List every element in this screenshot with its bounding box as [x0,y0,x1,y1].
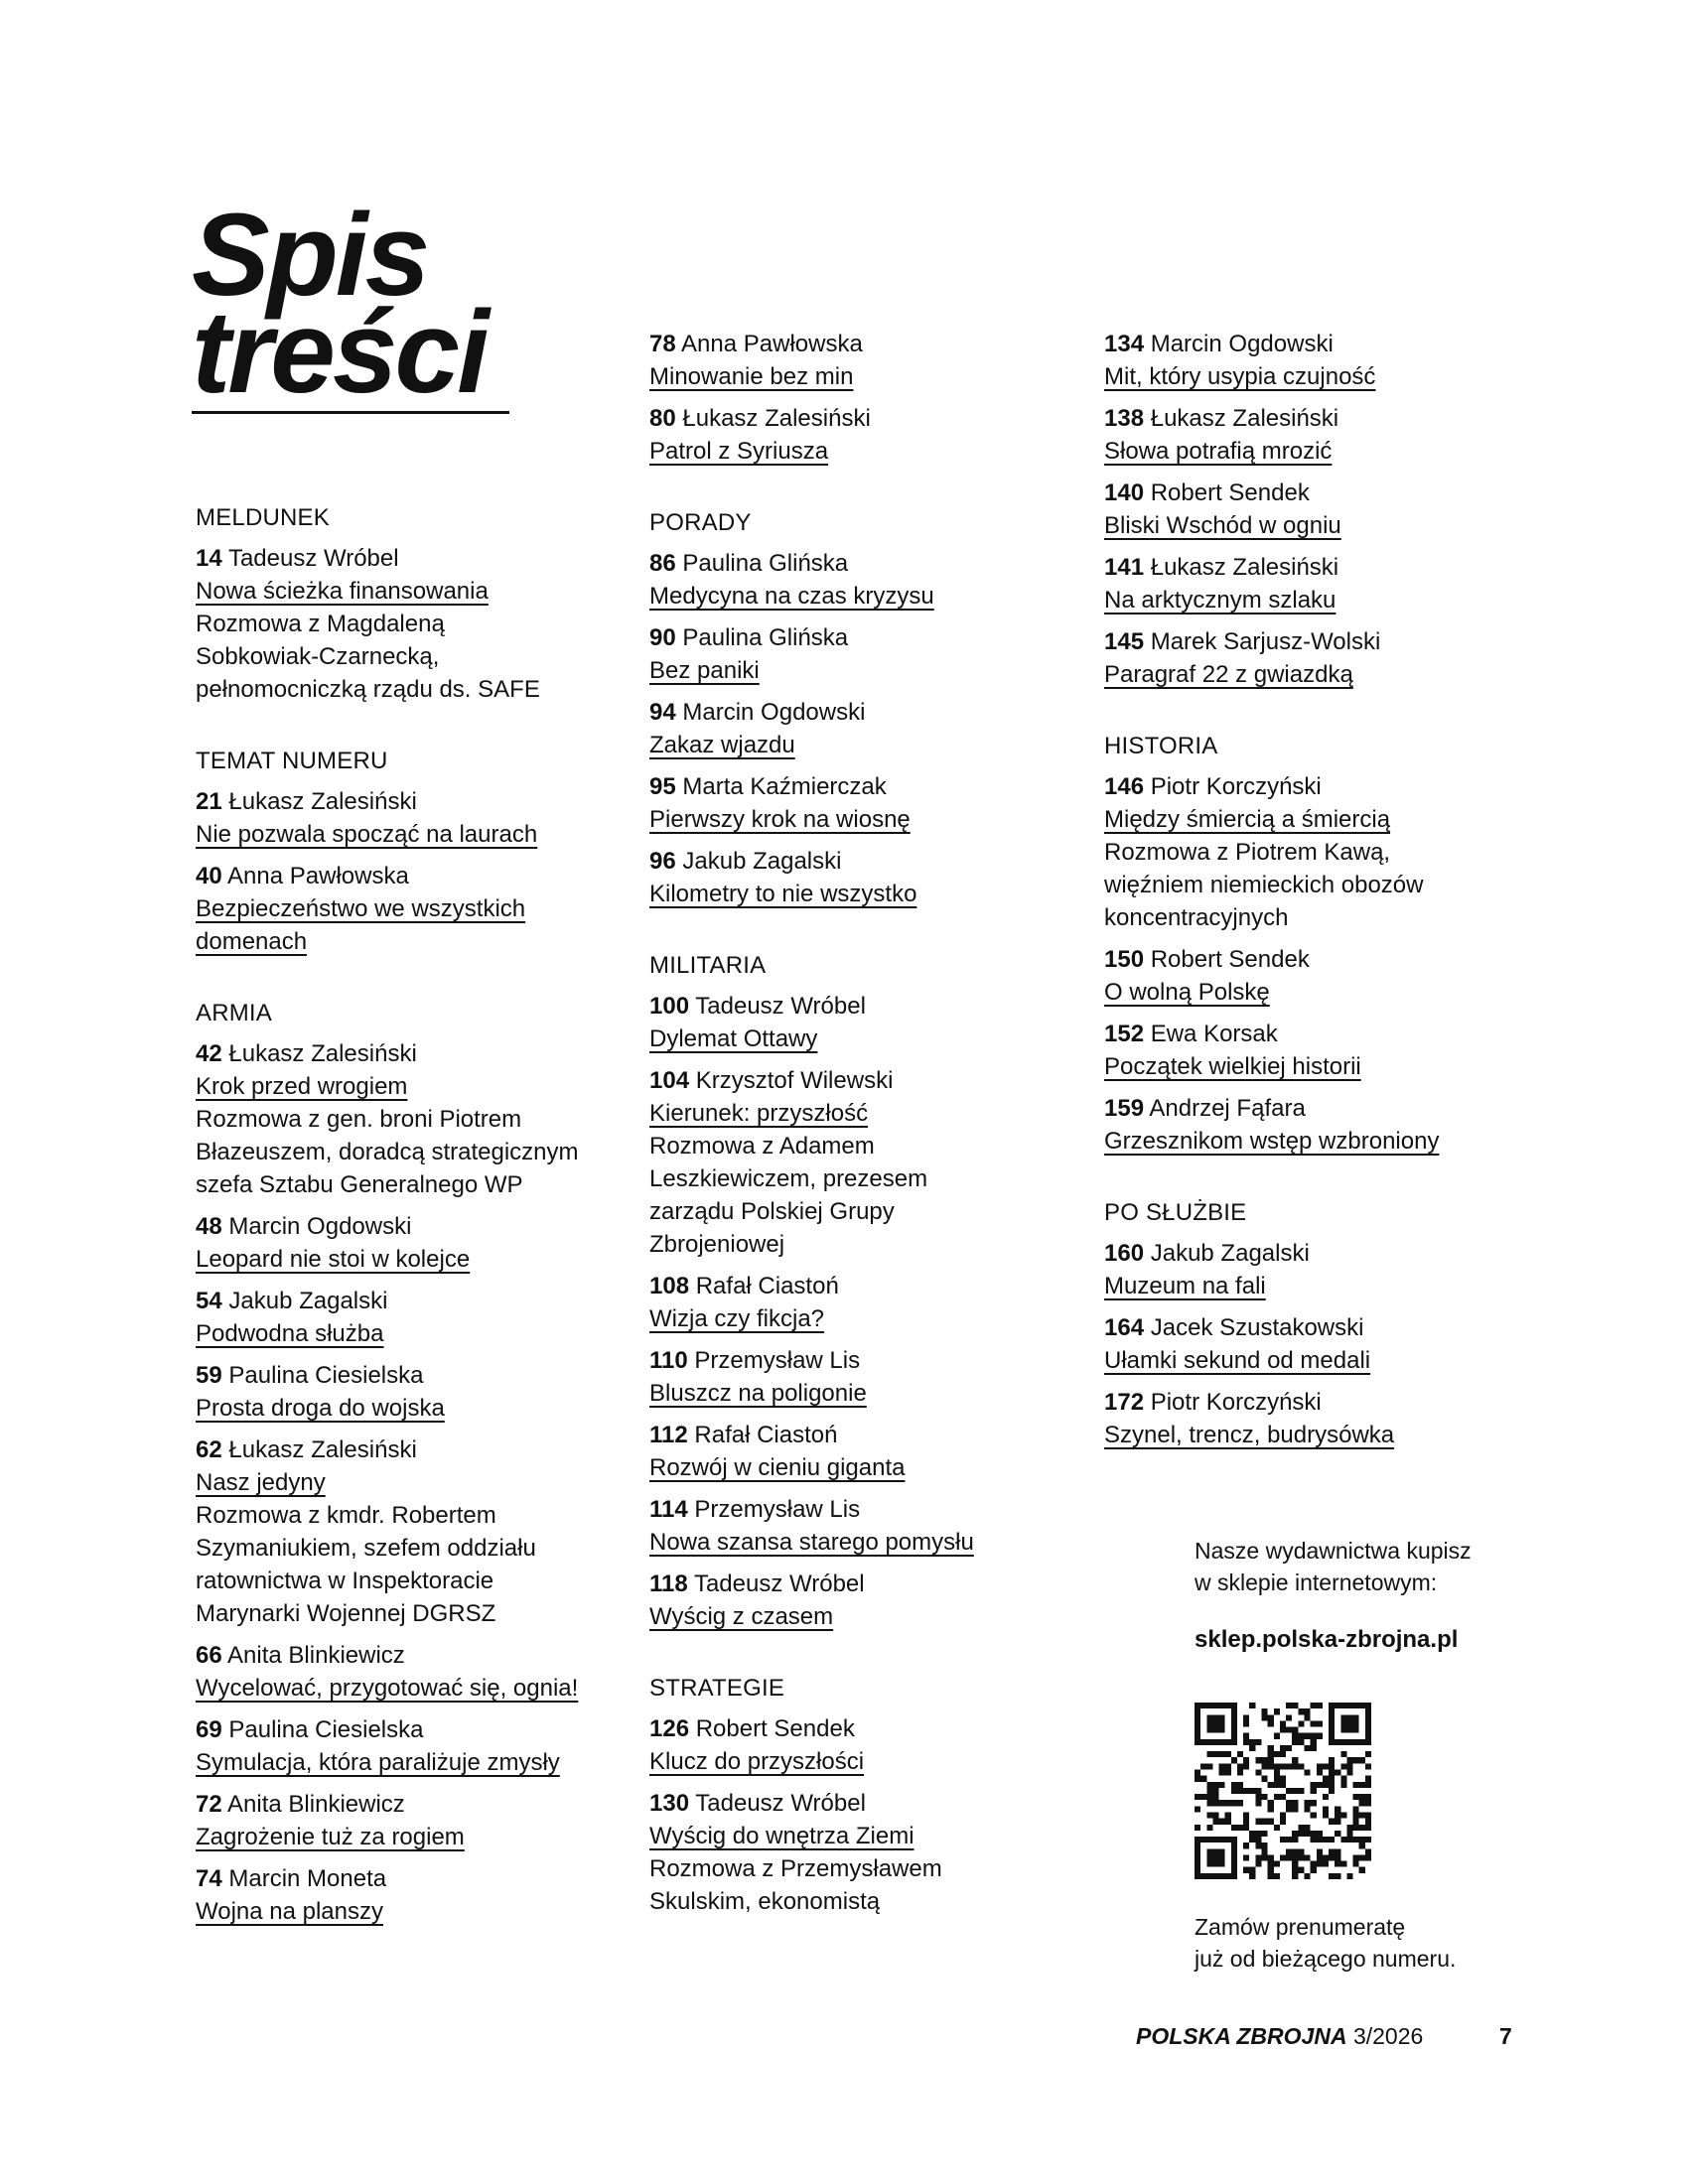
toc-entry [196,1862,593,1928]
title-line-1: Spis [192,190,428,321]
toc-entry [649,770,1047,836]
toc-column-3 [1104,328,1501,1490]
entry-headline-link[interactable]: Zakaz wjazdu [649,732,795,758]
toc-entry [1104,328,1501,393]
toc-section [649,949,1047,1633]
entry-page-number: 66 [196,1642,222,1669]
entry-page-number: 95 [649,773,676,800]
entry-headline-link[interactable]: O wolną Polskę [1104,979,1270,1006]
toc-entry [649,1787,1047,1918]
entry-page-number: 138 [1104,405,1145,432]
entry-page-number: 110 [649,1347,688,1374]
entry-headline-link[interactable]: Rozwój w cieniu giganta [649,1454,906,1481]
toc-entry [649,1712,1047,1778]
entry-headline-link[interactable]: Kilometry to nie wszystko [649,881,917,907]
entry-headline-link[interactable]: Medycyna na czas kryzysu [649,583,934,610]
entry-headline-link[interactable]: Kierunek: przyszłość [649,1100,869,1127]
entry-author: Krzysztof Wilewski [695,1067,894,1094]
toc-entry [1104,1386,1501,1451]
entry-author: Marek Sarjusz-Wolski [1150,628,1381,655]
entry-author: Anita Blinkiewicz [227,1642,405,1669]
entry-author: Paulina Ciesielska [228,1362,424,1389]
entry-author: Jakub Zagalski [228,1288,388,1314]
entry-page-number: 159 [1104,1095,1145,1122]
page-footer [1136,2021,1512,2051]
toc-entry [649,1270,1047,1335]
entry-description: Rozmowa z Adamem Leszkiewiczem, prezesem zarządu Polskiej Grupy Zbrojeniowej [649,1133,928,1258]
entry-headline-link[interactable]: Leopard nie stoi w kolejce [196,1246,471,1273]
entry-headline-link[interactable]: Grzesznikom wstęp wzbroniony [1104,1128,1440,1155]
toc-entry [1104,943,1501,1009]
entry-headline-link[interactable]: Słowa potrafią mrozić [1104,438,1333,465]
entry-author: Piotr Korczyński [1150,1389,1322,1416]
section-title: PORADY [649,509,752,536]
entry-headline-link[interactable]: Paragraf 22 z gwiazdką [1104,661,1353,688]
section-title: STRATEGIE [649,1675,785,1702]
entry-headline-link[interactable]: Pierwszy krok na wiosnę [649,806,911,833]
entry-author: Paulina Ciesielska [228,1716,424,1743]
section-title: MILITARIA [649,952,767,979]
entry-headline-link[interactable]: Bliski Wschód w ogniu [1104,512,1341,539]
toc-section [649,506,1047,910]
entry-page-number: 104 [649,1067,690,1094]
entry-author: Tadeusz Wróbel [695,993,866,1020]
entry-page-number: 145 [1104,628,1145,655]
toc-entry [649,328,1047,393]
entry-page-number: 40 [196,863,222,889]
entry-page-number: 59 [196,1362,222,1389]
entry-author: Anna Pawłowska [227,863,409,889]
entry-headline-link[interactable]: Symulacja, która paraliżuje zmysły [196,1749,560,1776]
entry-author: Robert Sendek [1150,479,1310,506]
toc-entry [649,845,1047,910]
entry-page-number: 164 [1104,1314,1145,1341]
entry-headline-link[interactable]: Dylemat Ottawy [649,1025,818,1052]
toc-entry [649,402,1047,468]
entry-headline-link[interactable]: Nie pozwala spocząć na laurach [196,821,538,848]
entry-page-number: 172 [1104,1389,1145,1416]
entry-description: Rozmowa z kmdr. Robertem Szymaniukiem, szefem oddziału ratownictwa w Inspektoracie Marynarki Wojennej DGRSZ [196,1502,536,1627]
entry-author: Łukasz Zalesiński [1150,554,1339,581]
entry-author: Przemysław Lis [694,1496,861,1523]
toc-section [196,501,593,706]
magazine-name: POLSKA ZBROJNA [1136,2023,1347,2049]
entry-page-number: 62 [196,1436,222,1463]
section-title: TEMAT NUMERU [196,748,388,774]
entry-page-number: 21 [196,788,222,815]
title-line-2: treści [192,287,487,418]
entry-headline-link[interactable]: Klucz do przyszłości [649,1748,865,1775]
entry-page-number: 141 [1104,554,1145,581]
entry-author: Anita Blinkiewicz [227,1791,405,1818]
toc-entry [196,860,593,958]
entry-headline-link[interactable]: Muzeum na fali [1104,1273,1266,1299]
entry-author: Tadeusz Wróbel [695,1790,866,1817]
entry-author: Łukasz Zalesiński [682,405,871,432]
entry-page-number: 134 [1104,331,1145,357]
toc-entry [649,1064,1047,1261]
entry-author: Rafał Ciastoń [694,1422,838,1448]
entry-page-number: 86 [649,550,676,577]
issue-number: 3/2026 [1352,2023,1424,2049]
entry-page-number: 48 [196,1213,222,1240]
entry-description: Rozmowa z Piotrem Kawą, więźniem niemieckich obozów koncentracyjnych [1104,839,1424,931]
toc-entry [196,1433,593,1630]
toc-entry [196,1788,593,1853]
toc-entry [649,1419,1047,1484]
toc-entry [1104,1237,1501,1302]
entry-headline-link[interactable]: Między śmiercią a śmiercią [1104,806,1391,833]
entry-headline-link[interactable]: Wyścig do wnętrza Ziemi [649,1823,914,1849]
entry-author: Paulina Glińska [682,550,849,577]
toc-entry [1104,1311,1501,1377]
entry-author: Łukasz Zalesiński [1150,405,1339,432]
entry-headline-link[interactable]: Ułamki sekund od medali [1104,1347,1371,1374]
entry-headline-link[interactable]: Prosta droga do wojska [196,1395,445,1422]
entry-author: Robert Sendek [1150,946,1310,973]
entry-page-number: 72 [196,1791,222,1818]
entry-headline-link[interactable]: Wojna na planszy [196,1898,383,1925]
entry-page-number: 114 [649,1496,688,1523]
entry-headline-link[interactable]: Początek wielkiej historii [1104,1053,1361,1080]
toc-section [196,745,593,958]
entry-headline-link[interactable]: Podwodna służba [196,1320,384,1347]
shop-promo-text: Nasze wydawnictwa kupisz w sklepie internetowym: [1195,1538,1472,1595]
toc-entry [1104,477,1501,542]
entry-description: Rozmowa z Przemysławem Skulskim, ekonomistą [649,1855,942,1915]
entry-page-number: 150 [1104,946,1145,973]
entry-headline-link[interactable]: Nowa szansa starego pomysłu [649,1529,974,1556]
section-title: HISTORIA [1104,733,1218,759]
entry-author: Marcin Ogdowski [682,699,866,726]
toc-entry [1104,770,1501,934]
shop-link[interactable]: sklep.polska-zbrojna.pl [1195,1626,1459,1653]
entry-page-number: 54 [196,1288,222,1314]
entry-headline-link[interactable]: Szynel, trencz, budrysówka [1104,1422,1395,1448]
entry-description: Rozmowa z gen. broni Piotrem Błazeuszem, doradcą strategicznym szefa Sztabu Generalnego WP [196,1106,579,1198]
entry-page-number: 78 [649,331,676,357]
toc-column-2 [649,328,1047,1957]
toc-entry [196,542,593,706]
entry-headline-link[interactable]: Bez paniki [649,657,760,684]
toc-entry [1104,1092,1501,1158]
toc-entry [1104,551,1501,616]
toc-column-1 [196,501,593,1967]
entry-page-number: 90 [649,624,676,651]
entry-headline-link[interactable]: Krok przed wrogiem [196,1073,408,1100]
entry-page-number: 100 [649,993,690,1020]
toc-section [1104,1196,1501,1451]
entry-page-number: 140 [1104,479,1145,506]
shop-promo [1195,1535,1512,1656]
toc-entry [649,1344,1047,1410]
entry-page-number: 126 [649,1715,690,1742]
entry-author: Paulina Glińska [682,624,849,651]
entry-page-number: 42 [196,1040,222,1067]
section-title: ARMIA [196,1000,273,1026]
qr-code-icon[interactable] [1195,1703,1371,1879]
entry-description: Rozmowa z Magdaleną Sobkowiak-Czarnecką, pełnomocniczką rządu ds. SAFE [196,611,540,703]
toc-section [196,997,593,1928]
entry-author: Robert Sendek [695,1715,855,1742]
entry-headline-link[interactable]: Wyścig z czasem [649,1603,834,1630]
toc-entry [196,1285,593,1350]
entry-author: Jakub Zagalski [1150,1240,1310,1267]
section-title: PO SŁUŻBIE [1104,1199,1247,1226]
entry-author: Marcin Ogdowski [228,1213,412,1240]
toc-entry [649,990,1047,1055]
toc-entry [196,785,593,851]
entry-author: Marcin Ogdowski [1150,331,1334,357]
entry-page-number: 69 [196,1716,222,1743]
entry-headline-link[interactable]: Na arktycznym szlaku [1104,587,1336,614]
entry-headline-link[interactable]: Wizja czy fikcja? [649,1305,825,1332]
page-number: 7 [1499,2023,1512,2049]
entry-author: Łukasz Zalesiński [228,1040,417,1067]
entry-page-number: 108 [649,1273,690,1299]
entry-headline-link[interactable]: Bezpieczeństwo we wszystkich domenach [196,895,526,955]
entry-page-number: 118 [649,1570,688,1597]
toc-entry [649,547,1047,613]
entry-headline-link[interactable]: Patrol z Syriusza [649,438,829,465]
entry-author: Jakub Zagalski [682,848,842,875]
entry-headline-link[interactable]: Zagrożenie tuż za rogiem [196,1824,465,1850]
toc-entry [1104,1018,1501,1083]
entry-headline-link[interactable]: Nasz jedyny [196,1469,326,1496]
page-title [192,190,509,418]
toc-entry [196,1359,593,1425]
toc-entry [649,696,1047,761]
toc-entry [1104,402,1501,468]
entry-author: Tadeusz Wróbel [227,545,399,572]
toc-section [649,328,1047,468]
toc-entry [649,1568,1047,1633]
entry-page-number: 130 [649,1790,690,1817]
entry-author: Przemysław Lis [694,1347,861,1374]
entry-author: Anna Pawłowska [681,331,863,357]
entry-page-number: 152 [1104,1021,1145,1047]
entry-headline-link[interactable]: Bluszcz na poligonie [649,1380,867,1407]
toc-entry [196,1210,593,1276]
entry-page-number: 160 [1104,1240,1145,1267]
subscription-promo: Zamów prenumeratę już od bieżącego numeru. [1195,1914,1457,1972]
toc-entry [1104,625,1501,691]
entry-page-number: 96 [649,848,676,875]
entry-page-number: 94 [649,699,676,726]
toc-entry [196,1713,593,1779]
toc-entry [196,1037,593,1201]
toc-section [1104,730,1501,1158]
toc-section [1104,328,1501,691]
entry-page-number: 80 [649,405,676,432]
entry-page-number: 146 [1104,773,1145,800]
entry-headline-link[interactable]: Wycelować, przygotować się, ognia! [196,1675,579,1702]
entry-page-number: 74 [196,1865,222,1892]
toc-entry [196,1639,593,1705]
entry-author: Marcin Moneta [228,1865,387,1892]
entry-author: Ewa Korsak [1150,1021,1278,1047]
toc-section [649,1672,1047,1918]
toc-entry [649,1493,1047,1559]
entry-author: Marta Kaźmierczak [682,773,887,800]
entry-author: Jacek Szustakowski [1150,1314,1364,1341]
entry-headline-link[interactable]: Mit, który usypia czujność [1104,363,1376,390]
toc-entry [649,621,1047,687]
entry-author: Piotr Korczyński [1150,773,1322,800]
entry-page-number: 112 [649,1422,688,1448]
entry-author: Andrzej Fąfara [1149,1095,1306,1122]
entry-author: Łukasz Zalesiński [228,1436,417,1463]
entry-headline-link[interactable]: Minowanie bez min [649,363,854,390]
entry-page-number: 14 [196,545,222,572]
entry-author: Rafał Ciastoń [695,1273,839,1299]
section-title: MELDUNEK [196,504,330,531]
entry-author: Łukasz Zalesiński [228,788,417,815]
entry-headline-link[interactable]: Nowa ścieżka finansowania [196,578,489,605]
entry-author: Tadeusz Wróbel [693,1570,865,1597]
